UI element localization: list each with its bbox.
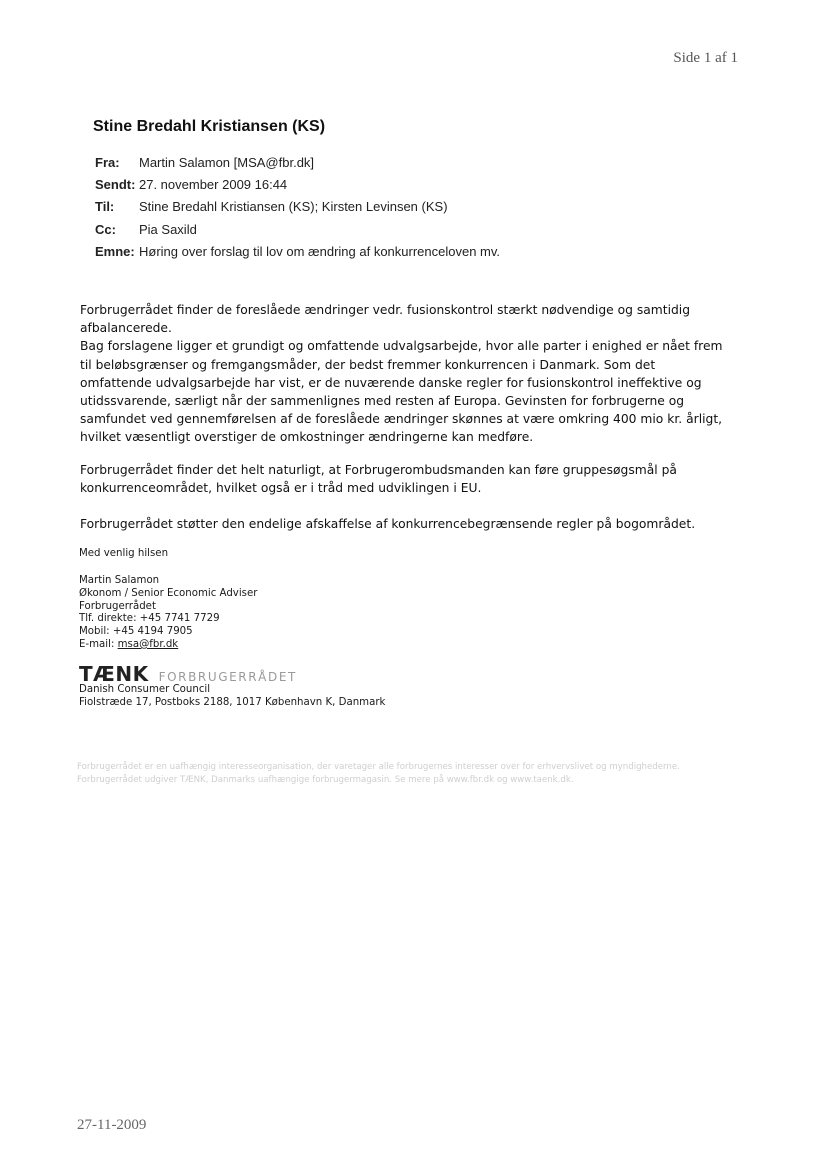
email-header (95, 151, 500, 263)
from-label: Fra: (95, 154, 120, 170)
header-row-subject (95, 241, 500, 263)
page-number: Side 1 af 1 (673, 50, 738, 66)
signature-name: Martin Salamon (79, 575, 160, 586)
signature-title: Økonom / Senior Economic Adviser (79, 587, 258, 599)
organization-info (79, 683, 385, 710)
body-paragraph-3: Forbrugerrådet finder det helt naturligt, at Forbrugerombudsmanden kan føre gruppesøgsmål på konkurrenceområdet, hvilket også er i tråd med udviklingen i EU. (80, 463, 677, 496)
sender-name: Stine Bredahl Kristiansen (KS) (93, 118, 326, 135)
to-value: Stine Bredahl Kristiansen (KS); Kirsten Levinsen (KS) (139, 199, 448, 215)
org-address: Fiolstræde 17, Postboks 2188, 1017 København K, Danmark (79, 697, 386, 709)
logo-org-name: FORBRUGERRÅDET (158, 670, 297, 684)
subject-value: Høring over forslag til lov om ændring af konkurrenceloven mv. (139, 244, 501, 260)
signature-email-link[interactable]: msa@fbr.dk (117, 638, 179, 650)
org-english-name: Danish Consumer Council (79, 684, 211, 695)
signature-email-line (79, 639, 257, 652)
body-paragraph-4: Forbrugerrådet støtter den endelige afskaffelse af konkurrencebegrænsende regler på bogområdet. (80, 517, 696, 531)
footer-disclaimer: Forbrugerrådet er en uafhængig interesseorganisation, der varetager alle forbrugernes interesser over for erhvervslivet og myndighederne. Forbrugerrådet udgiver TÆNK, Danmarks uafhængige forbrugermagasin. Se mere på www.fbr.dk og www.taenk.dk. (77, 762, 680, 785)
header-row-from (95, 151, 500, 173)
signature-greeting: Med venlig hilsen (79, 548, 169, 559)
body-section-book-rules (80, 515, 730, 533)
signature-org: Forbrugerrådet (79, 600, 156, 612)
signature-mobile: Mobil: +45 4194 7905 (79, 626, 193, 638)
body-paragraph-2: Bag forslagene ligger et grundigt og omfattende udvalgsarbejde, hvor alle parter i enighed er nået frem til beløbsgrænser og fremgangsmåder, der bedst fremmer konkurrencen i Danmark. Som det omfattende udvalgsarbejde har vist, er de nuværende danske regler for fusionskontrol ineffektive og utidssvarende, særligt når der sammenlignes med resten af Europa. Gevinsten for forbrugerne og samfundet ved gennemførelsen af de foreslåede ændringer skønnes at være omkring 400 mio kr. årligt, hvilket væsentligt overstiger de omkostninger ændringerne kan medføre. (80, 339, 723, 445)
signature-email-label: E-mail: (79, 638, 118, 650)
cc-label: Cc: (95, 221, 116, 237)
logo-brand: TÆNK (79, 662, 149, 686)
sent-label: Sendt: (95, 177, 136, 193)
body-section-main (80, 301, 730, 447)
to-label: Til: (95, 199, 115, 215)
subject-label: Emne: (95, 244, 135, 260)
cc-value: Pia Saxild (139, 221, 197, 237)
body-paragraph-1: Forbrugerrådet finder de foreslåede ændringer vedr. fusionskontrol stærkt nødvendige og samtidig afbalancerede. (80, 303, 691, 336)
signature-block (79, 575, 257, 652)
header-row-to (95, 196, 500, 218)
header-row-cc (95, 218, 500, 240)
signature-phone: Tlf. direkte: +45 7741 7729 (79, 613, 220, 625)
from-value: Martin Salamon [MSA@fbr.dk] (139, 154, 315, 170)
date-stamp: 27-11-2009 (77, 1117, 147, 1133)
body-section-group-lawsuit (80, 461, 730, 497)
header-row-sent (95, 173, 500, 195)
sent-value: 27. november 2009 16:44 (139, 177, 288, 193)
